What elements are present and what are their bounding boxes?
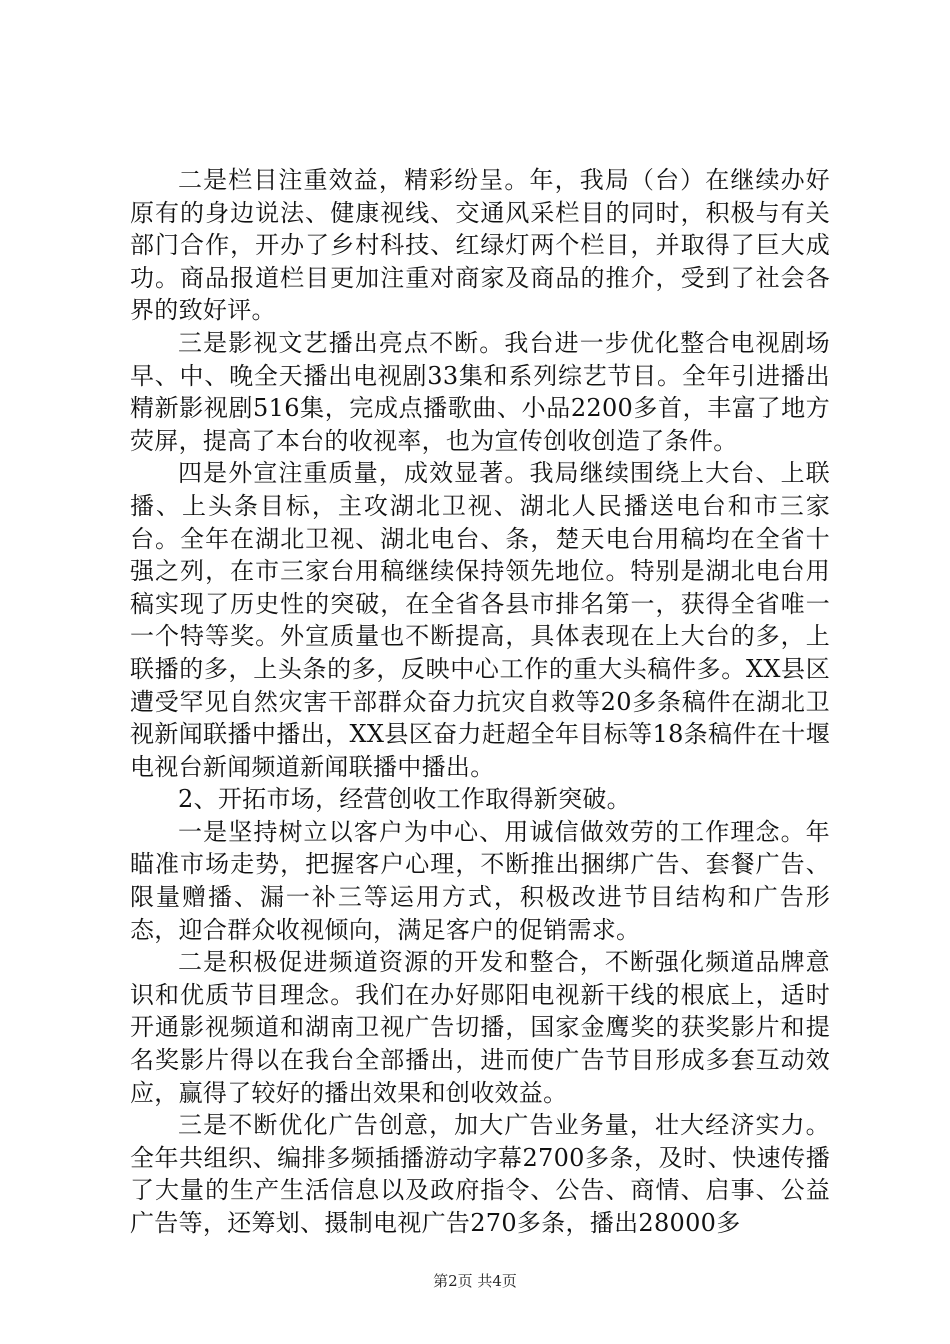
paragraph-ad-creativity: 三是不断优化广告创意，加大广告业务量，壮大经济实力。全年共组织、编排多频插播游动字幕2700多条，及时、快速传播了大量的生产生活信息以及政府指令、公告、商情、启事、公益广告等，还筹划、摄制电视广告270多条，播出28000多 [130, 1111, 830, 1237]
paragraph-customer-centered: 一是坚持树立以客户为中心、用诚信做效劳的工作理念。年瞄准市场走势，把握客户心理，不断推出捆绑广告、套餐广告、限量赠播、漏一补三等运用方式，积极改进节目结构和广告形态，迎合群众收视倾向，满足客户的促销需求。 [130, 817, 830, 944]
document-body [130, 164, 830, 1240]
paragraph-program-benefits: 二是栏目注重效益，精彩纷呈。年，我局（台）在继续办好原有的身边说法、健康视线、交通风采栏目的同时，积极与有关部门合作，开办了乡村科技、红绿灯两个栏目，并取得了巨大成功。商品报道栏目更加注重对商家及商品的推介，受到了社会各界的致好评。 [130, 166, 830, 325]
page-footer: 第2页 共4页 [433, 1272, 517, 1290]
paragraph-film-tv-broadcast: 三是影视文艺播出亮点不断。我台进一步优化整合电视剧场早、中、晚全天播出电视剧33集和系列综艺节目。全年引进播出精新影视剧516集，完成点播歌曲、小品2200多首，丰富了地方荧屏，提高了本台的收视率，也为宣传创收创造了条件。 [130, 328, 830, 455]
paragraph-channel-resources: 二是积极促进频道资源的开发和整合，不断强化频道品牌意识和优质节目理念。我们在办好郧阳电视新干线的根底上，适时开通影视频道和湖南卫视广告切播，国家金鹰奖的获奖影片和提名奖影片得以在我台全部播出，进而使广告节目形成多套互动效应，赢得了较好的播出效果和创收效益。 [130, 948, 830, 1107]
paragraph-external-publicity: 四是外宣注重质量，成效显著。我局继续围绕上大台、上联播、上头条目标，主攻湖北卫视、湖北人民播送电台和市三家台。全年在湖北卫视、湖北电台、条，楚天电台用稿均在全省十强之列，在市三家台用稿继续保持领先地位。特别是湖北电台用稿实现了历史性的突破，在全省各县市排名第一，获得全省唯一一个特等奖。外宣质量也不断提高，具体表现在上大台的多，上联播的多，上头条的多，反映中心工作的重大头稿件多。XX县区遭受罕见自然灾害干部群众奋力抗灾自救等20多条稿件在湖北卫视新闻联播中播出，XX县区奋力赶超全年目标等18条稿件在十堰电视台新闻频道新闻联播中播出。 [130, 459, 830, 781]
paragraph-section-heading-market: 2、开拓市场，经营创收工作取得新突破。 [178, 785, 631, 814]
